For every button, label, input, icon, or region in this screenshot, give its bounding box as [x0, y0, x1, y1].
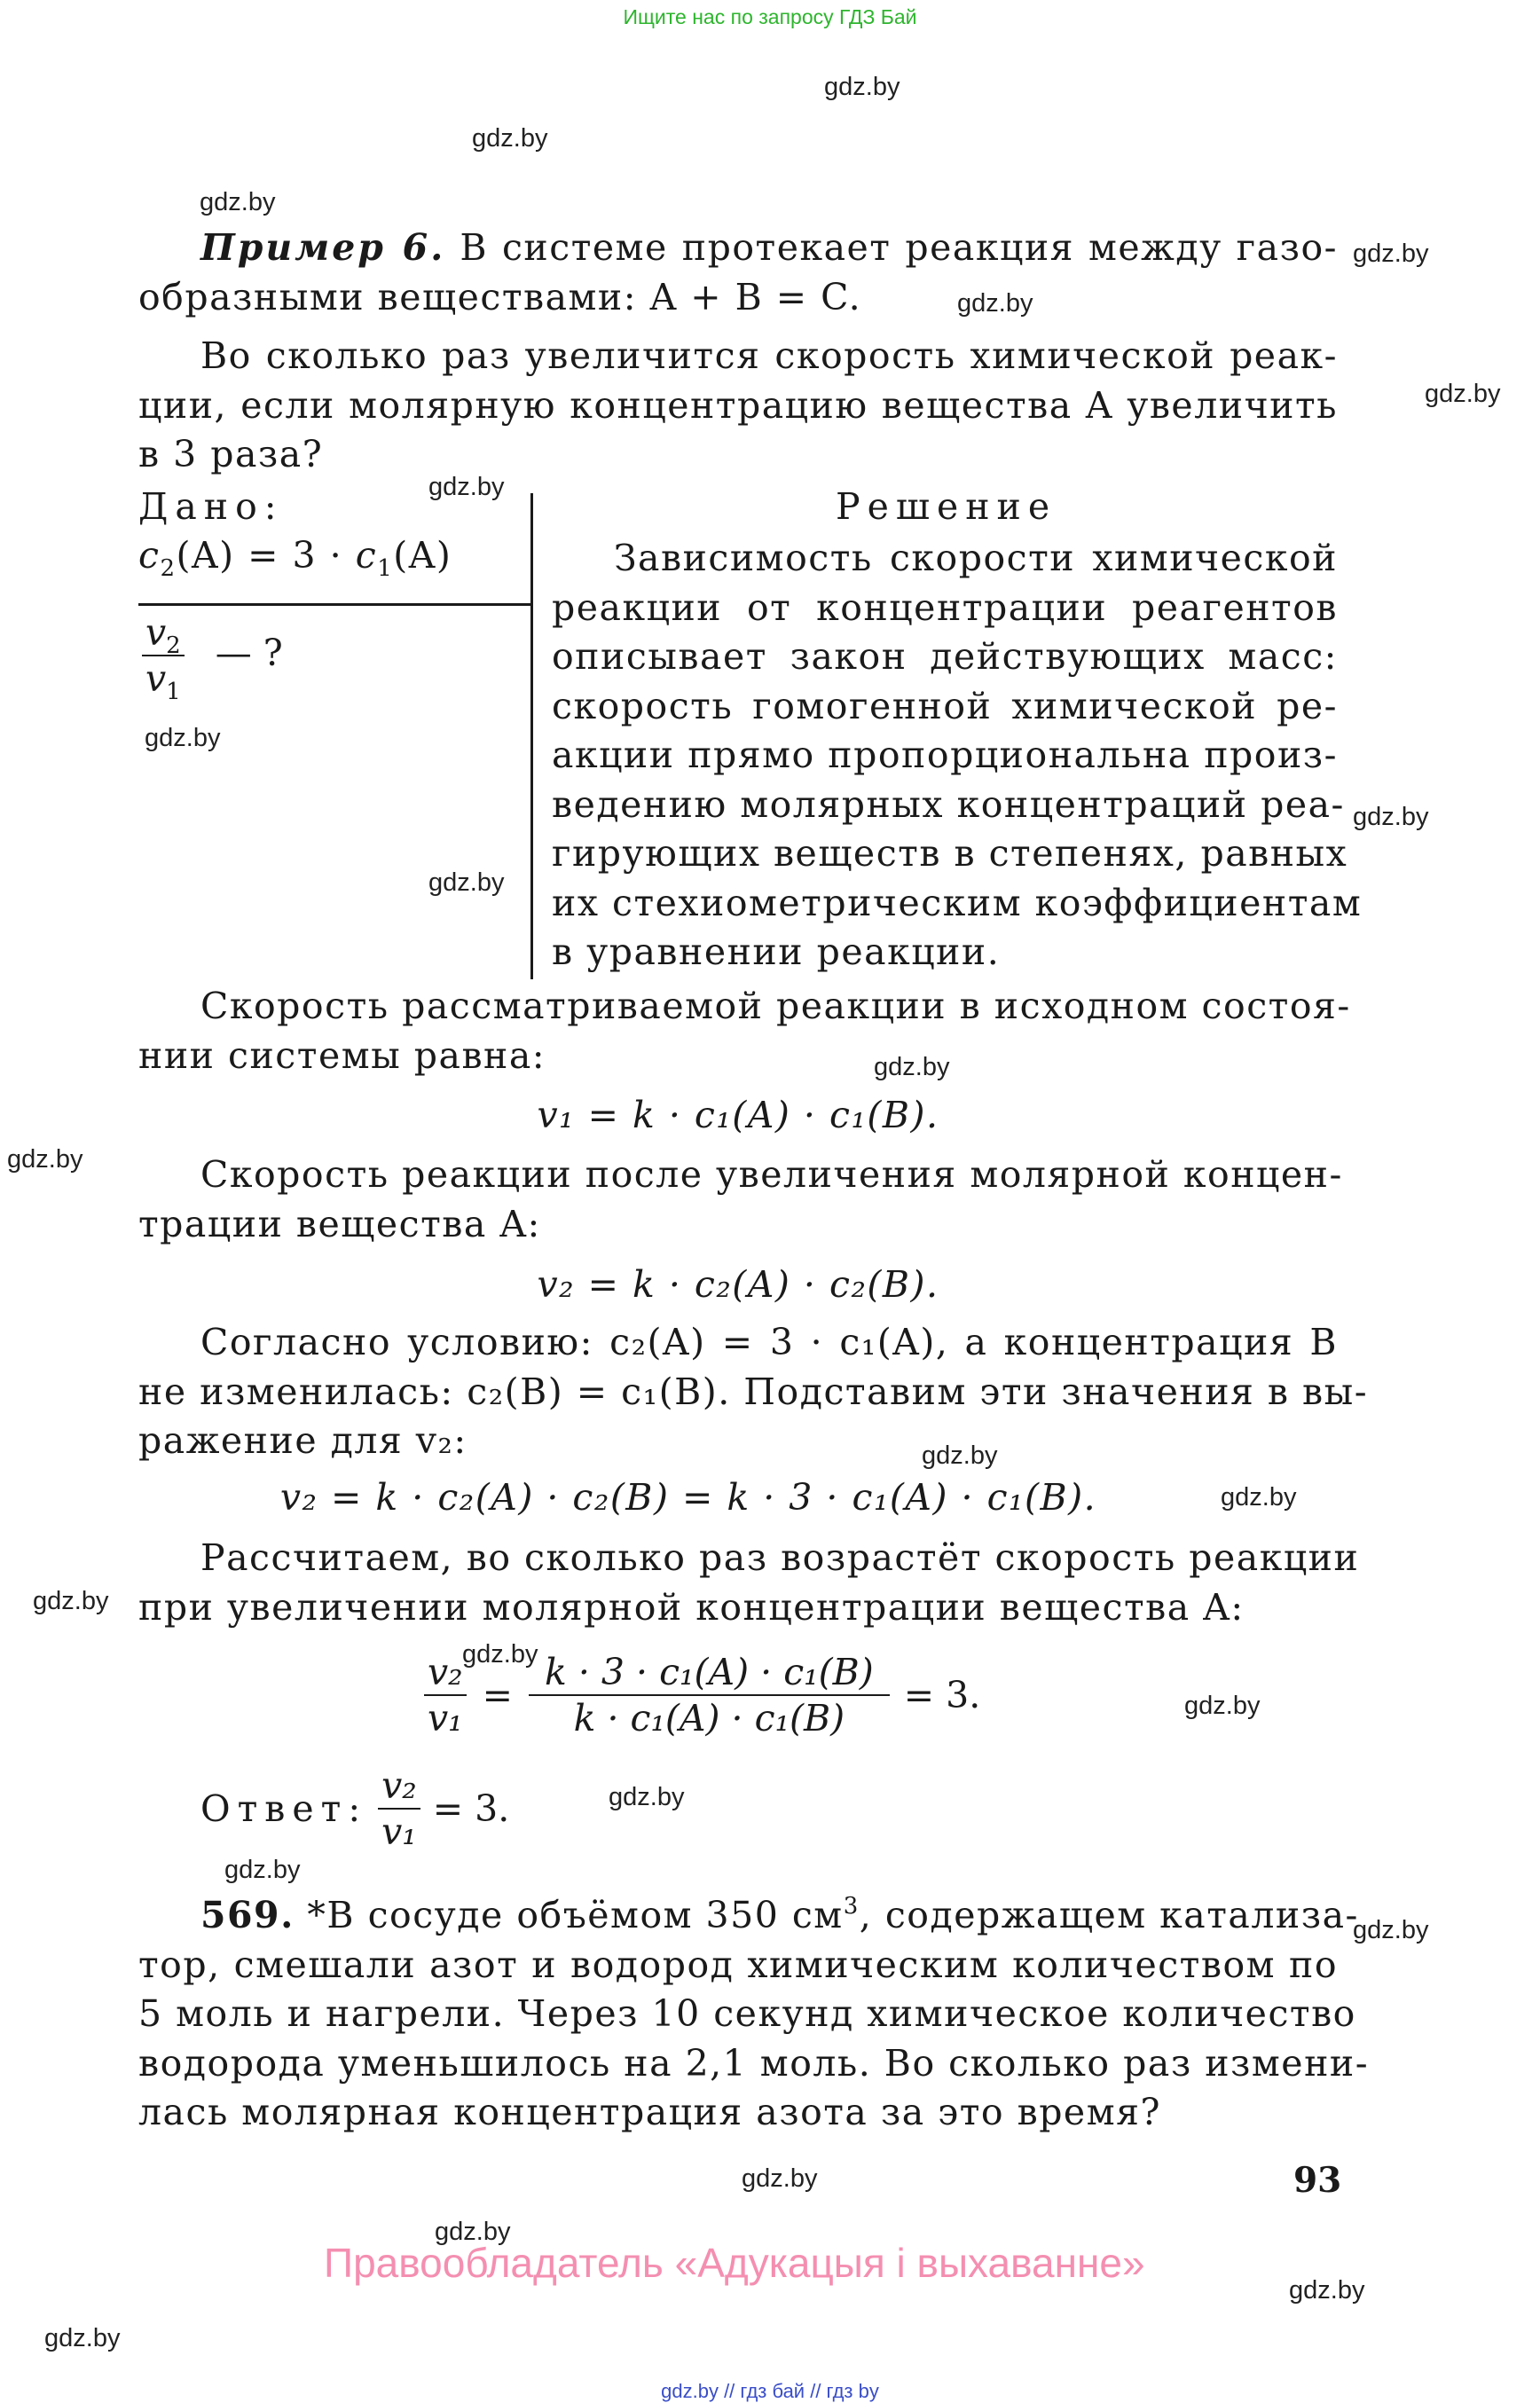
equation-4	[424, 1650, 980, 1740]
watermark: gdz.by	[1184, 1692, 1261, 1720]
watermark: gdz.by	[44, 2324, 121, 2352]
answer-num: v₂	[378, 1763, 420, 1810]
bottom-links[interactable]: gdz.by // гдз бай // гдз by	[661, 2380, 879, 2402]
watermark: gdz.by	[428, 473, 505, 501]
watermark: gdz.by	[1289, 2276, 1365, 2305]
eq4-rhs-den: k · c₁(A) · c₁(B)	[573, 1697, 845, 1739]
answer-fraction	[378, 1763, 420, 1854]
paragraph-line: Рассчитаем, во сколько раз возрастёт скорость реакции	[200, 1536, 1360, 1579]
solution-line: скорость гомогенной химической ре-	[552, 684, 1338, 727]
watermark: gdz.by	[922, 1441, 998, 1470]
task-line: тор, смешали азот и водород химическим количеством по	[138, 1943, 1338, 1986]
watermark: gdz.by	[957, 289, 1033, 318]
solution-line: ведению молярных концентраций реа-	[552, 782, 1345, 826]
task-line	[138, 1891, 1359, 1941]
find-num-sub: 2	[166, 632, 181, 659]
paragraph-3	[138, 1318, 1369, 1466]
task-text: *В сосуде объёмом 350 см	[307, 1894, 844, 1936]
watermark: gdz.by	[200, 188, 276, 216]
page-number: 93	[1293, 2160, 1342, 2201]
watermark: gdz.by	[33, 1587, 109, 1615]
task-line: 5 моль и нагрели. Через 10 секунд химическое количество	[138, 1992, 1356, 2035]
task-line: лась молярная концентрация азота за это время?	[138, 2091, 1161, 2133]
solution-heading: Решение	[836, 485, 1057, 528]
find-den-sub: 1	[166, 679, 181, 705]
answer	[200, 1763, 509, 1854]
copyright: Правообладатель «Адукацыя і выхаванне»	[324, 2240, 1145, 2286]
paragraph-line: нии системы равна:	[138, 1033, 546, 1077]
paragraph-line: не изменилась: c₂(B) = c₁(B). Подставим эти значения в вы-	[138, 1370, 1369, 1413]
paragraph-line: трации вещества A:	[138, 1202, 541, 1245]
solution-paragraph	[552, 534, 1363, 978]
watermark: gdz.by	[428, 868, 505, 897]
question-paragraph	[138, 332, 1338, 480]
paragraph-line: ражение для v₂:	[138, 1419, 468, 1462]
given-c2-sub: 2	[160, 555, 177, 582]
eq4-lhs-fraction	[424, 1650, 467, 1740]
paragraph-2	[138, 1150, 1343, 1249]
eq4-lhs-den: v₁	[428, 1697, 463, 1739]
example-label: Пример 6.	[200, 226, 446, 269]
watermark: gdz.by	[1353, 240, 1429, 268]
question-line: ции, если молярную концентрацию вещества A увеличить	[138, 383, 1338, 427]
given-divider	[138, 603, 530, 606]
answer-label: Ответ:	[200, 1787, 368, 1830]
watermark: gdz.by	[609, 1783, 685, 1811]
solution-line: реакции от концентрации реагентов	[552, 585, 1338, 629]
answer-den: v₁	[381, 1810, 417, 1853]
example-line: образными веществами: A + B = C.	[138, 275, 862, 318]
watermark: gdz.by	[224, 1856, 301, 1884]
eq4-result: = 3.	[903, 1674, 981, 1716]
given-c1-sub: 1	[377, 555, 394, 582]
find-question: — ?	[215, 631, 283, 674]
equation-2: v₂ = k · c₂(A) · c₂(B).	[537, 1263, 939, 1306]
given-c2-tail: (A) = 3 ·	[176, 534, 356, 577]
solution-line: Зависимость скорости химической	[614, 537, 1338, 579]
paragraph-line: Согласно условию: c₂(A) = 3 · c₁(A), а концентрация B	[200, 1321, 1338, 1363]
answer-result: = 3.	[432, 1787, 510, 1830]
watermark: gdz.by	[7, 1145, 83, 1174]
solution-line: их стехиометрическим коэффициентам	[552, 881, 1363, 924]
task-line: водорода уменьшилось на 2,1 моль. Во сколько раз измени-	[138, 2041, 1370, 2085]
paragraph-line: при увеличении молярной концентрации вещества A:	[138, 1585, 1245, 1629]
solution-line: акции прямо пропорциональна произ-	[552, 734, 1338, 776]
question-line: в 3 раза?	[138, 433, 324, 475]
watermark: gdz.by	[1425, 380, 1501, 408]
example-line	[138, 224, 1338, 273]
example-text: В системе протекает реакция между газо-	[460, 226, 1338, 269]
given-condition	[138, 534, 452, 582]
task-sup: 3	[843, 1893, 860, 1920]
given-heading: Дано:	[138, 485, 284, 528]
given-c1-tail: (A)	[393, 534, 452, 577]
watermark: gdz.by	[742, 2164, 818, 2193]
paragraph-line: Скорость реакции после увеличения молярной концен-	[200, 1153, 1343, 1196]
watermark: gdz.by	[145, 724, 221, 752]
watermark: gdz.by	[1353, 803, 1429, 831]
given-solution-divider	[530, 493, 533, 979]
find-num: v	[145, 611, 167, 654]
watermark: gdz.by	[874, 1053, 950, 1081]
solution-line: описывает закон действующих масс:	[552, 635, 1338, 678]
task-569	[138, 1891, 1370, 2138]
paragraph-line: Скорость рассматриваемой реакции в исходном состоя-	[200, 985, 1351, 1027]
eq4-rhs-num: k · 3 · c₁(A) · c₁(B)	[529, 1650, 890, 1696]
paragraph-4	[138, 1534, 1360, 1632]
find-fraction	[142, 610, 185, 705]
eq4-lhs-num: v₂	[424, 1650, 467, 1696]
solution-line: в уравнении реакции.	[552, 931, 1001, 973]
given-find	[142, 610, 283, 705]
solution-line: гирующих веществ в степенях, равных	[552, 832, 1348, 875]
watermark: gdz.by	[462, 1640, 538, 1669]
task-number: 569.	[200, 1894, 295, 1936]
equation-3: v₂ = k · c₂(A) · c₂(B) = k · 3 · c₁(A) · c₁(B).	[279, 1476, 1097, 1519]
given-c2: c	[138, 534, 161, 577]
watermark: gdz.by	[1221, 1483, 1297, 1512]
watermark: gdz.by	[435, 2218, 511, 2246]
top-banner: Ищите нас по запросу ГДЗ Бай	[623, 5, 917, 28]
question-line: Во сколько раз увеличится скорость химической реак-	[200, 334, 1338, 377]
example-paragraph	[138, 224, 1338, 322]
eq4-rhs-fraction	[529, 1650, 890, 1740]
watermark: gdz.by	[1353, 1916, 1429, 1944]
watermark: gdz.by	[824, 73, 900, 101]
equation-1: v₁ = k · c₁(A) · c₁(B).	[537, 1094, 939, 1136]
eq4-equals: =	[482, 1674, 513, 1716]
given-c1: c	[355, 534, 378, 577]
find-den: v	[145, 657, 167, 700]
watermark: gdz.by	[472, 124, 548, 153]
task-text: , содержащем катализа-	[859, 1894, 1359, 1936]
paragraph-1	[138, 982, 1351, 1080]
